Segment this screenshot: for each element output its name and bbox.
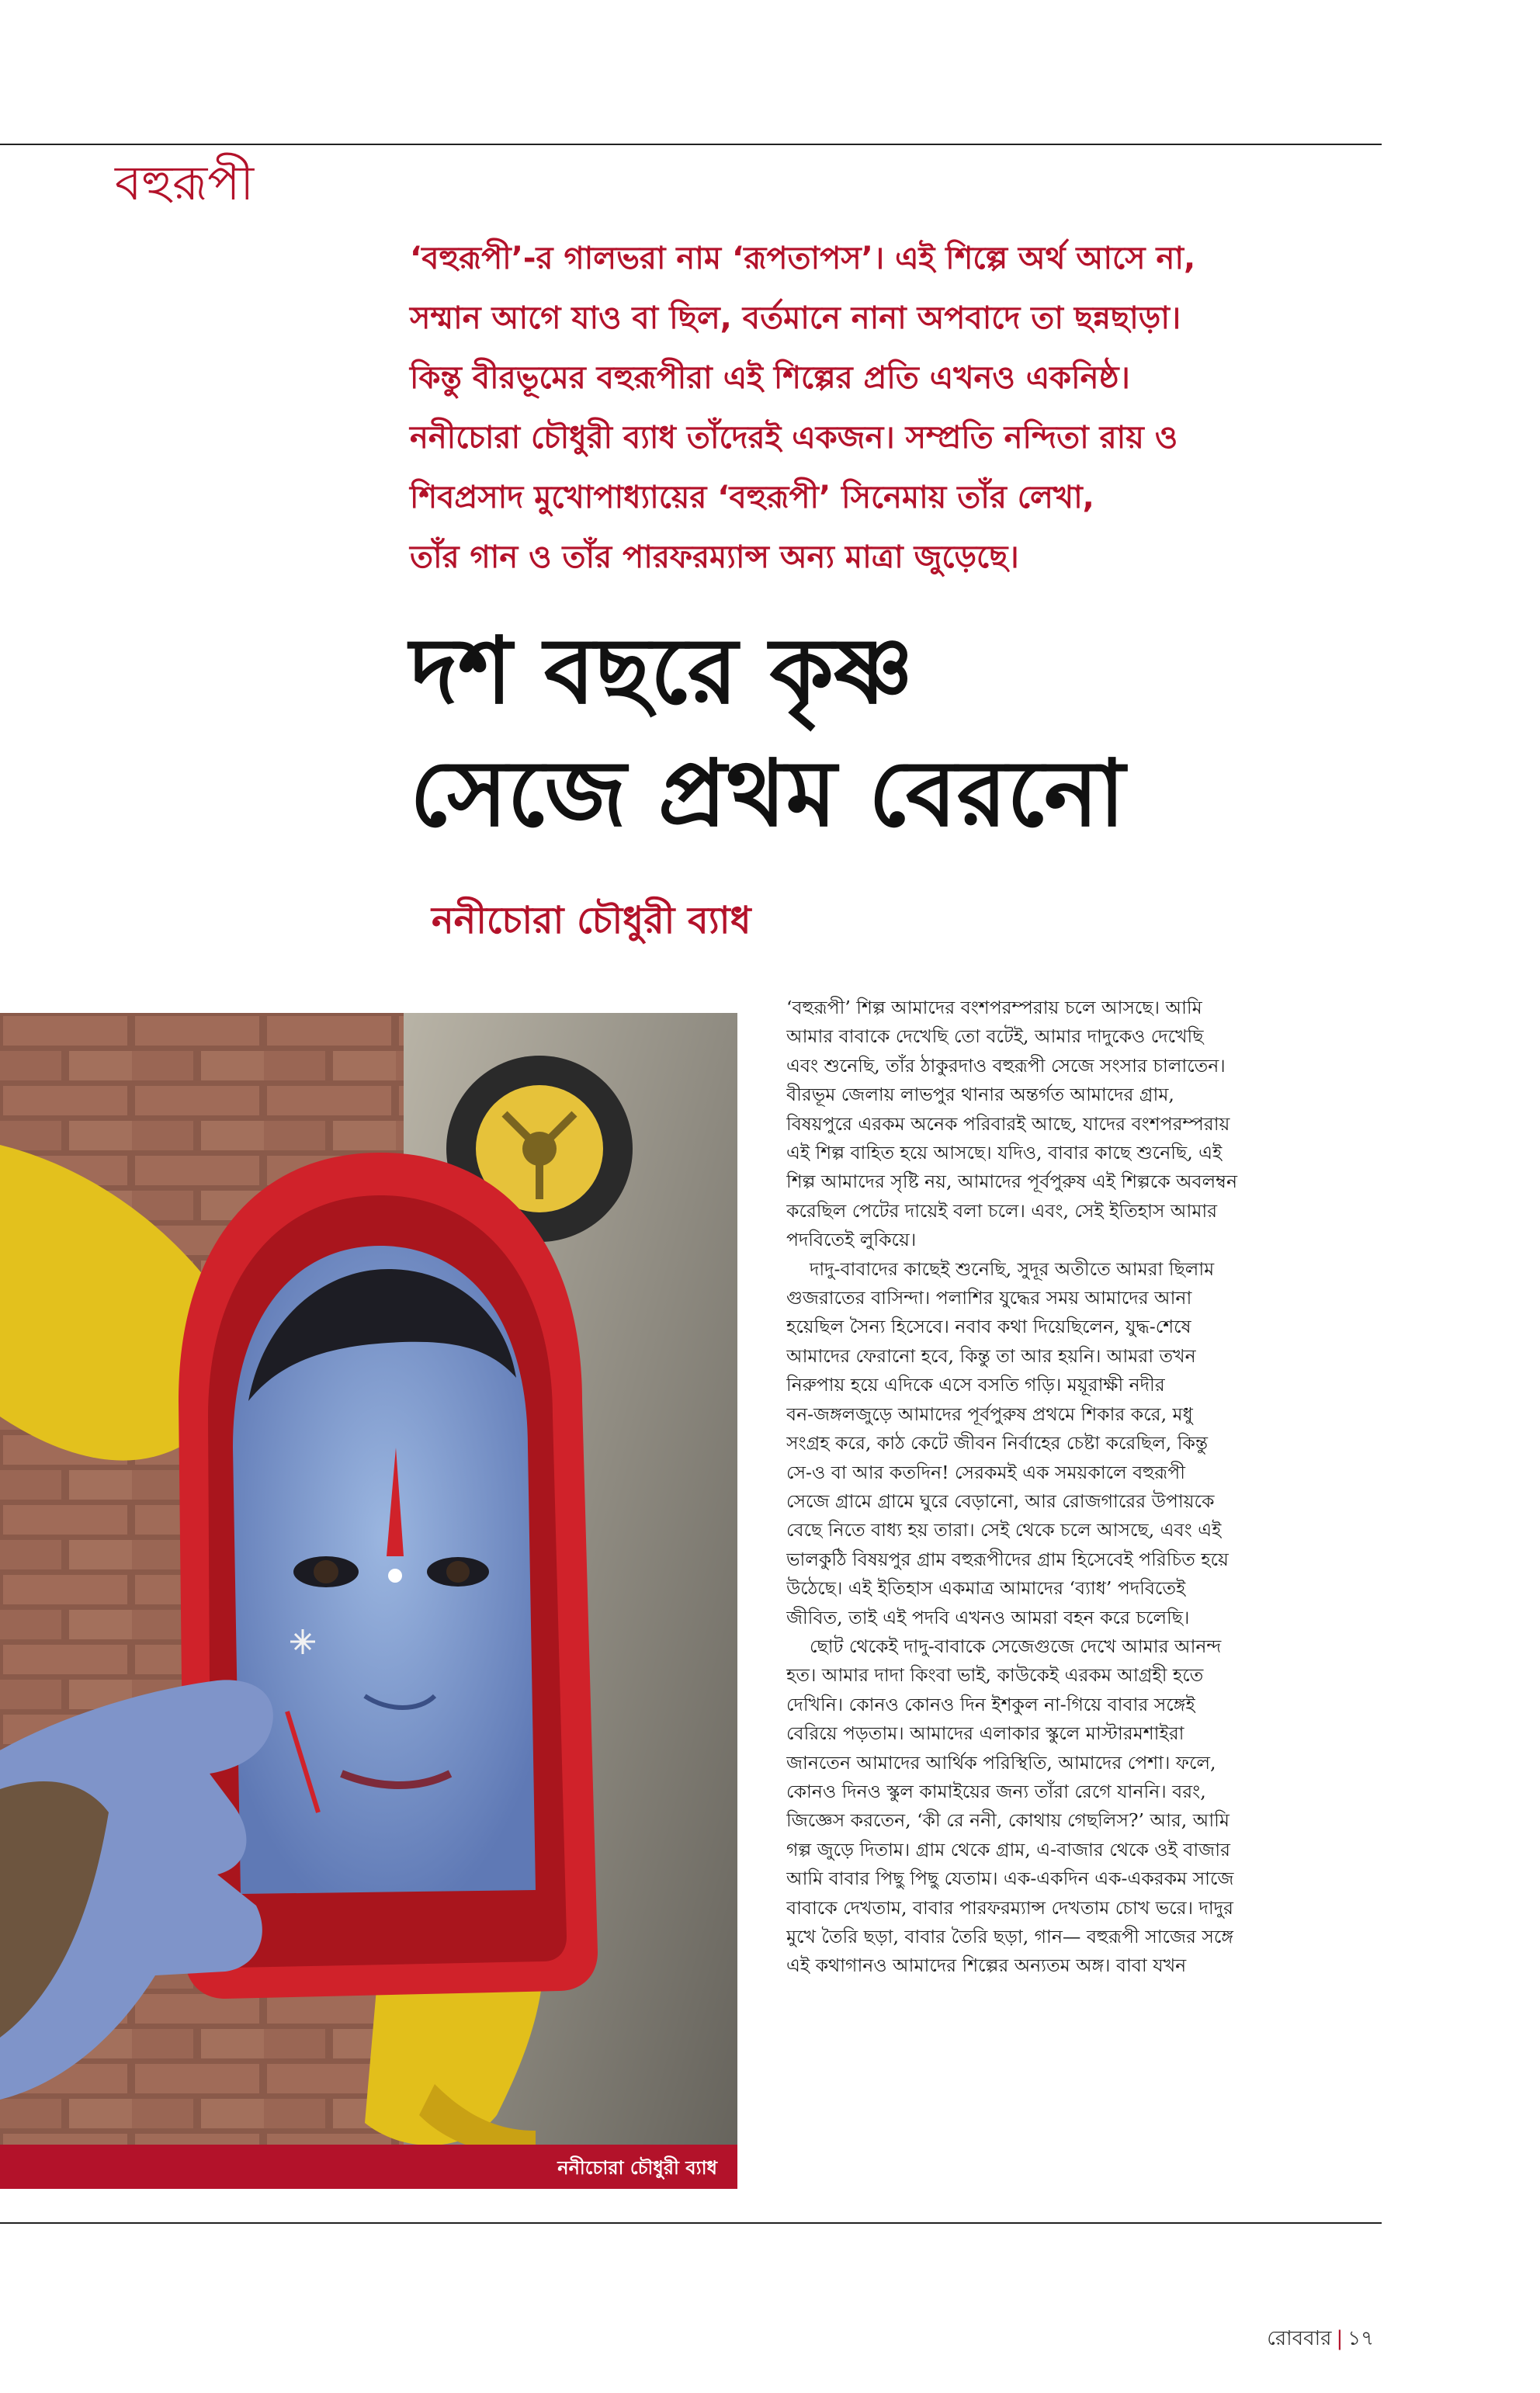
body-line: বিষয়পুরে এরকম অনেক পরিবারই আছে, যাদের বংশপরম্পরায় xyxy=(786,1112,1230,1135)
body-line: আমি বাবার পিছু পিছু যেতাম। এক-একদিন এক-একরকম সাজে xyxy=(786,1868,1234,1890)
headline xyxy=(410,609,1380,855)
body-line: শিল্প আমাদের সৃষ্টি নয়, আমাদের পূর্বপুরুষ এই শিল্পকে অবলম্বন xyxy=(786,1170,1237,1193)
body-line: পদবিতেই লুকিয়ে। xyxy=(786,1229,917,1251)
body-line: ভালকুঠি বিষয়পুর গ্রাম বহুরূপীদের গ্রাম হিসেবেই পরিচিত হয়ে xyxy=(786,1548,1229,1570)
body-line: উঠেছে। এই ইতিহাস একমাত্র আমাদের ‘ব্যাধ’ পদবিতেই xyxy=(786,1577,1186,1600)
byline: ননীচোরা চৌধুরী ব্যাধ xyxy=(432,899,751,942)
body-line: গল্প জুড়ে দিতাম। গ্রাম থেকে গ্রাম, এ-বাজার থেকে ওই বাজার xyxy=(786,1838,1230,1861)
body-line: হত। আমার দাদা কিংবা ভাই, কাউকেই এরকম আগ্রহী হতে xyxy=(786,1664,1204,1687)
body-line: মুখে তৈরি ছড়া, বাবার তৈরি ছড়া, গান— বহুরূপী সাজের সঙ্গে xyxy=(786,1926,1233,1947)
body-line: বীরভূম জেলায় লাভপুর থানার অন্তর্গত আমাদের গ্রাম, xyxy=(786,1084,1174,1106)
intro-paragraph xyxy=(410,229,1388,588)
article-photo xyxy=(0,1013,737,2189)
body-line: নিরুপায় হয়ে এদিকে এসে বসতি গড়ি। ময়ূরাক্ষী নদীর xyxy=(786,1374,1165,1396)
intro-line: শিবপ্রসাদ মুখোপাধ্যায়ের ‘বহুরূপী’ সিনেমায় তাঁর লেখা, xyxy=(410,480,1094,515)
bottom-rule xyxy=(0,2222,1382,2224)
page-number: ১৭ xyxy=(1348,2327,1374,2350)
folio-separator: | xyxy=(1336,2327,1344,2350)
top-rule xyxy=(0,144,1382,145)
body-line: জানতেন আমাদের আর্থিক পরিস্থিতি, আমাদের পেশা। ফলে, xyxy=(786,1751,1216,1774)
body-line: বন-জঙ্গলজুড়ে আমাদের পূর্বপুরুষ প্রথমে শিকার করে, মধু xyxy=(786,1403,1193,1425)
body-line: এই শিল্প বাহিত হয়ে আসছে। যদিও, বাবার কাছে শুনেছি, এই xyxy=(786,1142,1223,1164)
photo-caption-bar xyxy=(0,2145,737,2189)
body-line: গুজরাতের বাসিন্দা। পলাশির যুদ্ধের সময় আমাদের আনা xyxy=(786,1287,1192,1309)
body-line: ‘বহুরূপী’ শিল্প আমাদের বংশপরম্পরায় চলে আসছে। আমি xyxy=(786,997,1202,1018)
body-line: ছোট থেকেই দাদু-বাবাকে সেজেগুজে দেখে আমার আনন্দ xyxy=(810,1635,1222,1657)
body-line: বেছে নিতে বাধ্য হয় তারা। সেই থেকে চলে আসছে, এবং এই xyxy=(786,1519,1222,1542)
body-line: আমার বাবাকে দেখেছি তো বটেই, আমার দাদুকেও দেখেছি xyxy=(786,1025,1204,1048)
article-body xyxy=(786,994,1384,1981)
intro-line: ‘বহুরূপী’-র গালভরা নাম ‘রূপতাপস’। এই শিল্পে অর্থ আসে না, xyxy=(410,241,1196,276)
headline-line-2: সেজে প্রথম বেরনো xyxy=(410,739,1126,847)
body-line: দেখিনি। কোনও কোনও দিন ইশকুল না-গিয়ে বাবার সঙ্গেই xyxy=(786,1693,1195,1715)
body-line: বেরিয়ে পড়তাম। আমাদের এলাকার স্কুলে মাস্টারমশাইরা xyxy=(786,1722,1184,1745)
body-line: কোনও দিনও স্কুল কামাইয়ের জন্য তাঁরা রেগে যাননি। বরং, xyxy=(786,1780,1206,1802)
body-line: এবং শুনেছি, তাঁর ঠাকুরদাও বহুরূপী সেজে সংসার চালাতেন। xyxy=(786,1054,1226,1077)
photo-caption: ননীচোরা চৌধুরী ব্যাধ xyxy=(557,2157,717,2179)
intro-line: সম্মান আগে যাও বা ছিল, বর্তমানে নানা অপবাদে তা ছন্নছাড়া। xyxy=(410,300,1181,336)
body-line: জিজ্ঞেস করতেন, ‘কী রে ননী, কোথায় গেছলিস?’ আর, আমি xyxy=(786,1809,1230,1832)
body-line: বাবাকে দেখতাম, বাবার পারফরম্যান্স দেখতাম চোখ ভরে। দাদুর xyxy=(786,1896,1233,1919)
body-line: এই কথাগানও আমাদের শিল্পের অন্যতম অঙ্গ। বাবা যখন xyxy=(786,1954,1187,1977)
section-label: বহুরূপী xyxy=(115,154,255,211)
intro-line: ননীচোরা চৌধুরী ব্যাধ তাঁদেরই একজন। সম্প্রতি নন্দিতা রায় ও xyxy=(410,420,1178,456)
body-line: সেজে গ্রামে গ্রামে ঘুরে বেড়ানো, আর রোজগারের উপায়কে xyxy=(786,1490,1215,1512)
body-line: জীবিত, তাই এই পদবি এখনও আমরা বহন করে চলেছি। xyxy=(786,1606,1190,1628)
page-folio xyxy=(1267,2322,1374,2357)
body-line: দাদু-বাবাদের কাছেই শুনেছি, সুদূর অতীতে আমরা ছিলাম xyxy=(810,1257,1215,1280)
body-line: হয়েছিল সৈন্য হিসেবে। নবাব কথা দিয়েছিলেন, যুদ্ধ-শেষে xyxy=(786,1316,1191,1338)
intro-line: কিন্তু বীরভূমের বহুরূপীরা এই শিল্পের প্রতি এখনও একনিষ্ঠ। xyxy=(410,360,1130,396)
intro-line: তাঁর গান ও তাঁর পারফরম্যান্স অন্য মাত্রা জুড়েছে। xyxy=(410,539,1019,575)
magazine-name: রোববার xyxy=(1267,2327,1332,2350)
headline-line-1: দশ বছরে কৃষ্ণ xyxy=(410,616,914,724)
body-line: করেছিল পেটের দায়েই বলা চলে। এবং, সেই ইতিহাস আমার xyxy=(786,1199,1218,1222)
body-line: সে-ও বা আর কতদিন! সেরকমই এক সময়কালে বহুরূপী xyxy=(786,1461,1185,1483)
body-line: সংগ্রহ করে, কাঠ কেটে জীবন নির্বাহের চেষ্টা করেছিল, কিন্তু xyxy=(786,1432,1209,1455)
body-line: আমাদের ফেরানো হবে, কিন্তু তা আর হয়নি। আমরা তখন xyxy=(786,1344,1196,1367)
